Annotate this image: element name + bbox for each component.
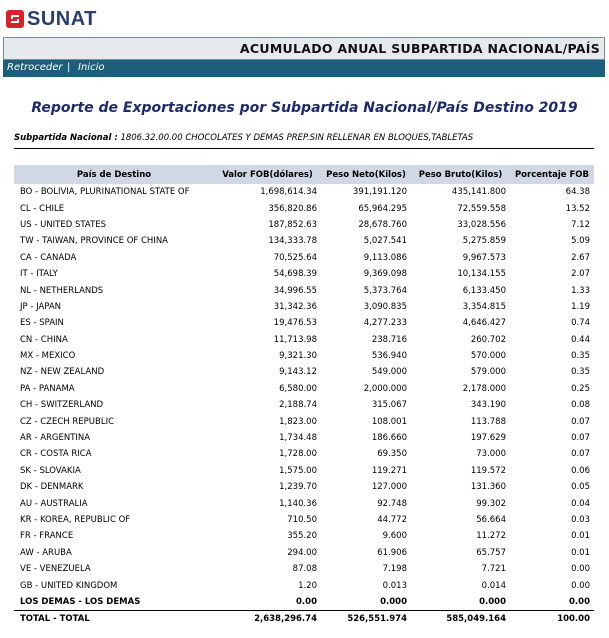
table-row xyxy=(14,299,594,315)
cell-country: PA - PANAMA xyxy=(20,383,75,394)
cell-country: TOTAL - TOTAL xyxy=(14,611,214,628)
table-row xyxy=(14,184,594,200)
cell-country: CA - CANADA xyxy=(20,252,77,263)
cell-country: VE - VENEZUELA xyxy=(20,564,91,575)
cell-net-weight: 28,678.760 xyxy=(358,219,407,230)
cell-net-weight: 61.906 xyxy=(377,547,407,558)
cell-fob: 6,580.00 xyxy=(279,383,317,394)
cell-percent: 0.25 xyxy=(571,383,590,394)
table-row xyxy=(14,561,594,577)
cell-country: AR - ARGENTINA xyxy=(20,433,91,444)
report-title: Reporte de Exportaciones por Subpartida Nacional/País Destino 2019 xyxy=(31,100,578,116)
table-row xyxy=(14,430,594,446)
sunat-logo xyxy=(6,8,97,30)
cell-net-weight: 69.350 xyxy=(377,449,407,460)
cell-gross-weight: 197.629 xyxy=(470,433,506,444)
divider xyxy=(14,148,594,149)
col-header-percent: Porcentaje FOB xyxy=(510,165,594,184)
cell-country: NZ - NEW ZEALAND xyxy=(20,367,105,378)
cell-net-weight: 108.001 xyxy=(371,416,407,427)
table-row xyxy=(14,250,594,266)
cell-fob: 87.08 xyxy=(292,564,317,575)
cell-net-weight: 119.271 xyxy=(371,465,407,476)
cell-country: LOS DEMAS - LOS DEMAS xyxy=(20,596,141,607)
exports-table xyxy=(14,165,594,628)
cell-net-weight: 65,964.295 xyxy=(358,203,407,214)
cell-gross-weight: 260.702 xyxy=(470,334,506,345)
cell-gross-weight: 570.000 xyxy=(470,351,506,362)
cell-gross-weight: 579.000 xyxy=(470,367,506,378)
page-header-bar xyxy=(3,37,605,60)
cell-net-weight: 92.748 xyxy=(377,498,407,509)
table-row xyxy=(14,545,594,561)
cell-gross-weight: 113.788 xyxy=(470,416,506,427)
cell-percent: 0.44 xyxy=(571,334,590,345)
cell-gross-weight: 33,028.556 xyxy=(457,219,506,230)
cell-percent: 0.74 xyxy=(571,318,590,329)
cell-net-weight: 3,090.835 xyxy=(363,301,407,312)
cell-gross-weight: 11.272 xyxy=(476,531,506,542)
cell-gross-weight: 435,141.800 xyxy=(451,187,506,198)
cell-country: IT - ITALY xyxy=(20,269,58,280)
cell-fob: 1.20 xyxy=(298,580,317,591)
subpartida-label: Subpartida Nacional : xyxy=(14,133,118,143)
table-row xyxy=(14,495,594,511)
nav-separator: | xyxy=(67,62,71,73)
page-title: ACUMULADO ANUAL SUBPARTIDA NACIONAL/PAÍS xyxy=(239,41,600,56)
cell-fob: 34,996.55 xyxy=(273,285,317,296)
cell-gross-weight: 72,559.558 xyxy=(457,203,506,214)
cell-net-weight: 9.600 xyxy=(382,531,407,542)
home-link[interactable]: Inicio xyxy=(78,62,105,73)
cell-percent: 0.07 xyxy=(571,433,590,444)
cell-percent: 0.06 xyxy=(571,465,590,476)
cell-fob: 356,820.86 xyxy=(268,203,317,214)
table-row xyxy=(14,479,594,495)
cell-percent: 0.35 xyxy=(571,351,590,362)
cell-net-weight: 7.198 xyxy=(382,564,407,575)
cell-fob: 1,698,614.34 xyxy=(260,187,317,198)
cell-fob: 9,143.12 xyxy=(279,367,317,378)
cell-percent: 0.07 xyxy=(571,416,590,427)
cell-country: AW - ARUBA xyxy=(20,547,72,558)
cell-net-weight: 536.940 xyxy=(371,351,407,362)
cell-fob: 134,333.78 xyxy=(268,236,317,247)
total-row xyxy=(14,611,594,628)
cell-gross-weight: 6,133.450 xyxy=(462,285,506,296)
sunat-logo-icon xyxy=(6,10,24,28)
cell-net-weight: 9,369.098 xyxy=(363,269,407,280)
cell-net-weight: 2,000.000 xyxy=(363,383,407,394)
cell-gross-weight: 73.000 xyxy=(476,449,506,460)
cell-fob: 0.00 xyxy=(296,596,317,607)
cell-gross-weight: 3,354.815 xyxy=(462,301,506,312)
cell-fob: 187,852.63 xyxy=(268,219,317,230)
cell-country: TW - TAIWAN, PROVINCE OF CHINA xyxy=(20,236,168,247)
table-row xyxy=(14,463,594,479)
nav-bar xyxy=(3,60,605,77)
table-row xyxy=(14,266,594,282)
cell-net-weight: 4,277.233 xyxy=(363,318,407,329)
cell-fob: 710.50 xyxy=(287,515,317,525)
cell-net-weight: 127.000 xyxy=(371,482,407,493)
cell-country: JP - JAPAN xyxy=(20,301,62,312)
cell-percent: 0.00 xyxy=(571,564,590,575)
cell-gross-weight: 65.757 xyxy=(476,547,506,558)
cell-gross-weight: 119.572 xyxy=(470,465,506,476)
cell-percent: 1.19 xyxy=(571,301,590,312)
others-row xyxy=(14,594,594,611)
table-header-row xyxy=(14,165,594,184)
cell-gross-weight: 0.014 xyxy=(481,580,506,591)
cell-percent: 2.07 xyxy=(571,269,590,280)
cell-net-weight: 315.067 xyxy=(371,400,407,411)
cell-percent: 7.12 xyxy=(571,219,590,230)
subpartida-line xyxy=(14,133,473,143)
cell-gross-weight: 2,178.000 xyxy=(462,383,506,394)
cell-gross-weight: 131.360 xyxy=(470,482,506,493)
cell-percent: 1.33 xyxy=(571,285,590,296)
cell-net-weight: 391,191.120 xyxy=(352,187,407,198)
cell-net-weight: 0.000 xyxy=(380,596,407,607)
cell-fob: 355.20 xyxy=(287,531,317,542)
cell-fob: 2,188.74 xyxy=(279,400,317,411)
cell-gross-weight: 0.000 xyxy=(479,596,506,607)
table-row xyxy=(14,512,594,528)
cell-gross-weight: 343.190 xyxy=(470,400,506,411)
cell-fob: 9,321.30 xyxy=(279,351,317,362)
cell-percent: 0.03 xyxy=(571,515,590,525)
cell-country: KR - KOREA, REPUBLIC OF xyxy=(20,515,131,525)
cell-net-weight: 5,373.764 xyxy=(363,285,407,296)
back-link[interactable]: Retroceder xyxy=(7,62,63,73)
cell-net-weight: 238.716 xyxy=(371,334,407,345)
cell-percent: 0.01 xyxy=(571,547,590,558)
cell-gross-weight: 9,967.573 xyxy=(462,252,506,263)
table-row xyxy=(14,397,594,413)
cell-percent: 0.00 xyxy=(569,596,590,607)
col-header-net-weight: Peso Neto(Kilos) xyxy=(321,165,411,184)
cell-country: CZ - CZECH REPUBLIC xyxy=(20,416,115,427)
col-header-gross-weight: Peso Bruto(Kilos) xyxy=(411,165,510,184)
cell-fob: 31,342.36 xyxy=(273,301,317,312)
table-row xyxy=(14,233,594,249)
cell-country: CN - CHINA xyxy=(20,334,68,345)
cell-percent: 0.07 xyxy=(571,449,590,460)
cell-country: NL - NETHERLANDS xyxy=(20,285,104,296)
cell-country: DK - DENMARK xyxy=(20,482,84,493)
cell-net-weight: 9,113.086 xyxy=(363,252,407,263)
cell-percent: 0.00 xyxy=(571,580,590,591)
cell-gross-weight: 56.664 xyxy=(476,515,506,525)
cell-net-weight: 0.013 xyxy=(382,580,407,591)
subpartida-value: 1806.32.00.00 CHOCOLATES Y DEMAS PREP.SIN RELLENAR EN BLOQUES,TABLETAS xyxy=(120,133,474,143)
cell-fob: 70,525.64 xyxy=(273,252,317,263)
table-row xyxy=(14,577,594,593)
cell-country: MX - MEXICO xyxy=(20,351,76,362)
table-row xyxy=(14,217,594,233)
table-row xyxy=(14,348,594,364)
cell-country: ES - SPAIN xyxy=(20,318,64,329)
table-row xyxy=(14,332,594,348)
cell-fob: 54,698.39 xyxy=(273,269,317,280)
table-row xyxy=(14,282,594,298)
table-row xyxy=(14,446,594,462)
cell-fob: 1,734.48 xyxy=(279,433,317,444)
cell-fob: 1,140.36 xyxy=(279,498,317,509)
col-header-country: País de Destino xyxy=(14,165,214,184)
cell-percent: 2.67 xyxy=(571,252,590,263)
table-row xyxy=(14,315,594,331)
table-row xyxy=(14,364,594,380)
cell-country: SK - SLOVAKIA xyxy=(20,465,81,476)
table-row xyxy=(14,413,594,429)
cell-gross-weight: 5,275.859 xyxy=(462,236,506,247)
cell-gross-weight: 585,049.164 xyxy=(411,611,510,628)
cell-percent: 0.05 xyxy=(571,482,590,493)
cell-percent: 0.35 xyxy=(571,367,590,378)
cell-fob: 11,713.98 xyxy=(273,334,317,345)
cell-fob: 2,638,296.74 xyxy=(214,611,321,628)
cell-percent: 100.00 xyxy=(510,611,594,628)
cell-fob: 1,239.70 xyxy=(279,482,317,493)
cell-country: CL - CHILE xyxy=(20,203,65,214)
cell-net-weight: 5,027.541 xyxy=(363,236,407,247)
cell-net-weight: 549.000 xyxy=(371,367,407,378)
cell-fob: 1,575.00 xyxy=(279,465,317,476)
cell-country: GB - UNITED KINGDOM xyxy=(20,580,118,591)
cell-percent: 0.04 xyxy=(571,498,590,509)
table-row xyxy=(14,381,594,397)
cell-fob: 1,823.00 xyxy=(279,416,317,427)
cell-percent: 13.52 xyxy=(565,203,590,214)
cell-fob: 294.00 xyxy=(287,547,317,558)
cell-net-weight: 526,551.974 xyxy=(321,611,411,628)
cell-country: AU - AUSTRALIA xyxy=(20,498,88,509)
cell-gross-weight: 7.721 xyxy=(481,564,506,575)
col-header-fob: Valor FOB(dólares) xyxy=(214,165,321,184)
cell-net-weight: 186.660 xyxy=(371,433,407,444)
cell-percent: 64.38 xyxy=(565,187,590,198)
table-row xyxy=(14,200,594,216)
cell-gross-weight: 4,646.427 xyxy=(462,318,506,329)
table-row xyxy=(14,528,594,544)
logo-text: SUNAT xyxy=(27,7,97,30)
cell-country: FR - FRANCE xyxy=(20,531,74,542)
cell-percent: 0.01 xyxy=(571,531,590,542)
cell-net-weight: 44.772 xyxy=(377,515,407,525)
cell-country: US - UNITED STATES xyxy=(20,219,107,230)
cell-gross-weight: 10,134.155 xyxy=(457,269,506,280)
cell-country: CR - COSTA RICA xyxy=(20,449,92,460)
cell-percent: 5.09 xyxy=(571,236,590,247)
cell-percent: 0.08 xyxy=(571,400,590,411)
cell-country: CH - SWITZERLAND xyxy=(20,400,104,411)
cell-fob: 19,476.53 xyxy=(273,318,317,329)
cell-fob: 1,728.00 xyxy=(279,449,317,460)
cell-gross-weight: 99.302 xyxy=(476,498,506,509)
cell-country: BO - BOLIVIA, PLURINATIONAL STATE OF xyxy=(20,187,190,198)
